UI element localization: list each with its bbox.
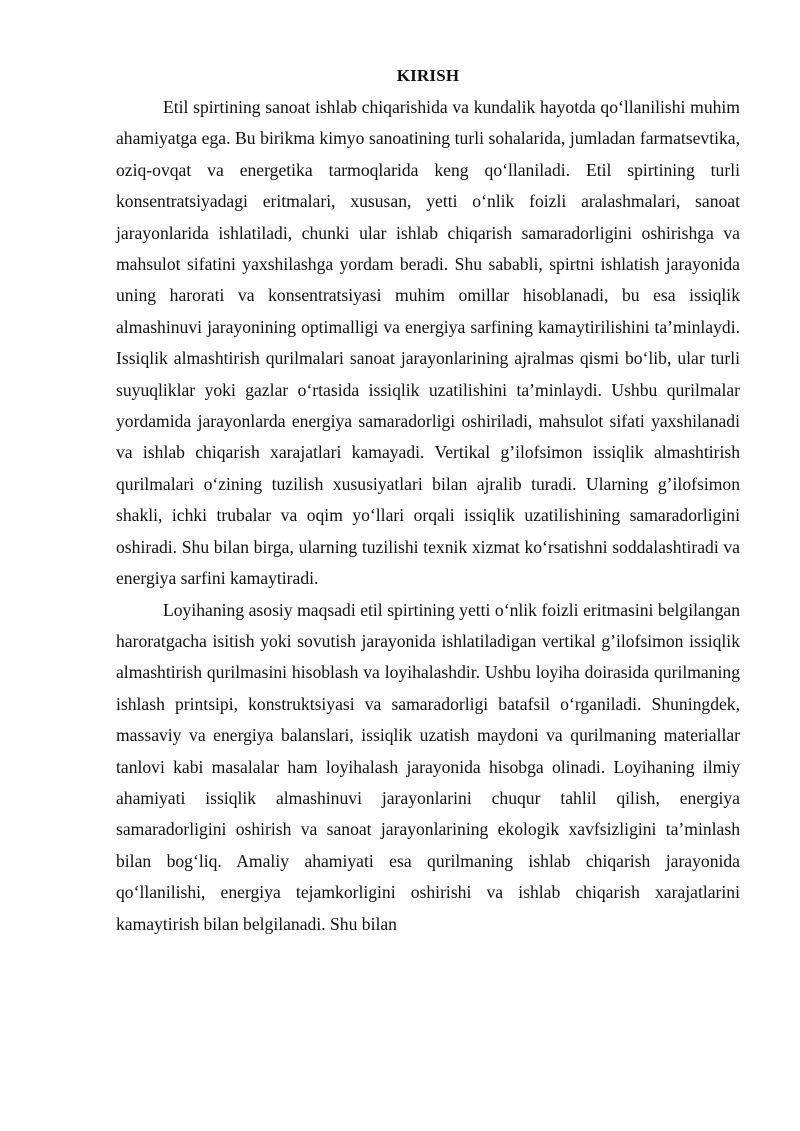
section-title: KIRISH [396, 66, 460, 85]
paragraph-project-goal: Loyihaning asosiy maqsadi etil spirtining yetti o‘nlik foizli eritmasini belgilangan haroratgacha isitish yoki sovutish jarayonida ishlatiladigan vertikal g’ilofsimon issiqlik almashtirish qurilmasini hisoblash va loyihalashdir. Ushbu loyiha doirasida qurilmaning ishlash printsipi, konstruktsiyasi va samaradorligi batafsil o‘rganiladi. Shuningdek, massaviy va energiya balanslari, issiqlik uzatish maydoni va qurilmaning materiallar tanlovi kabi masalalar ham loyihalash jarayonida hisobga olinadi. Loyihaning ilmiy ahamiyati issiqlik almashinuvi jarayonlarini chuqur tahlil qilish, energiya samaradorligini oshirish va sanoat jarayonlarining ekologik xavfsizligini ta’minlash bilan bog‘liq. Amaliy ahamiyati esa qurilmaning ishlab chiqarish jarayonida qo‘llanilishi, energiya tejamkorligini oshirishi va ishlab chiqarish xarajatlarini kamaytirish bilan belgilanadi. Shu bilan [116, 599, 740, 934]
paragraph-introduction: Etil spirtining sanoat ishlab chiqarishida va kundalik hayotda qo‘llanilishi muhim ahamiyatga ega. Bu birikma kimyo sanoatining turli sohalarida, jumladan farmatsevtika, oziq-ovqat va energetika tarmoqlarida keng qo‘llaniladi. Etil spirtining turli konsentratsiyadagi eritmalari, xususan, yetti o‘nlik foizli aralashmalari, sanoat jarayonlarida ishlatiladi, chunki ular ishlab chiqarish samaradorligini oshirishga va mahsulot sifatini yaxshilashga yordam beradi. Shu sababli, spirtni ishlatish jarayonida uning harorati va konsentratsiyasi muhim omillar hisoblanadi, bu esa issiqlik almashinuvi jarayonining optimalligi va energiya sarfining kamaytirilishini ta’minlaydi. Issiqlik almashtirish qurilmalari sanoat jarayonlarining ajralmas qismi bo‘lib, ular turli suyuqliklar yoki gazlar o‘rtasida issiqlik uzatilishini ta’minlaydi. Ushbu qurilmalar yordamida jarayonlarda energiya samaradorligi oshiriladi, mahsulot sifati yaxshilanadi va ishlab chiqarish xarajatlari kamayadi. Vertikal g’ilofsimon issiqlik almashtirish qurilmalari o‘zining tuzilish xususiyatlari bilan ajralib turadi. Ularning g’ilofsimon shakli, ichki trubalar va oqim yo‘llari orqali issiqlik uzatilishining samaradorligini oshiradi. Shu bilan birga, ularning tuzilishi texnik xizmat ko‘rsatishni soddalashtiradi va energiya sarfini kamaytiradi. [116, 97, 740, 589]
